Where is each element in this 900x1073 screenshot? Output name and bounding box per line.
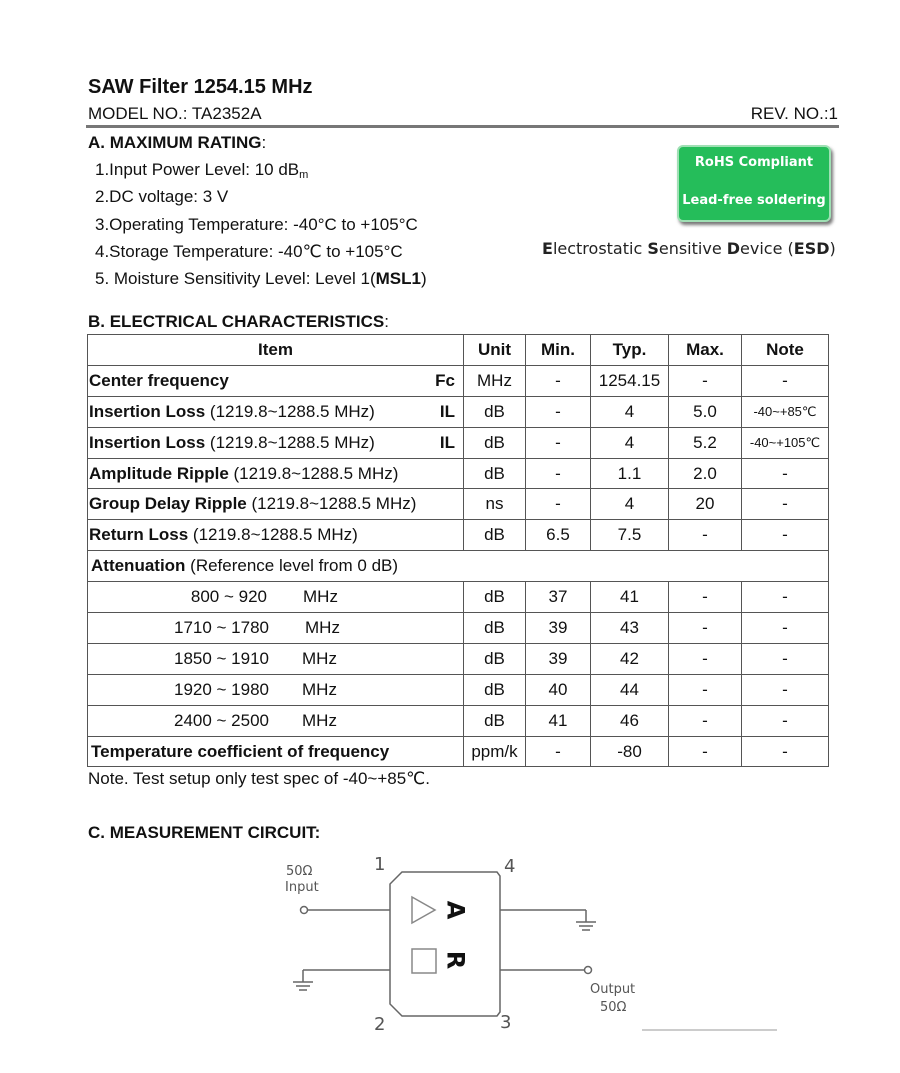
filter-body <box>390 872 500 1016</box>
unit-cell: dB <box>464 520 526 551</box>
rating-dc-voltage: 2.DC voltage: 3 V <box>95 187 229 206</box>
unit-cell: dB <box>464 613 526 644</box>
table-row <box>88 396 829 427</box>
esd-d: D <box>726 239 741 258</box>
note-cell: - <box>742 489 829 520</box>
max-cell: 5.2 <box>669 427 742 458</box>
attenuation-range: 2400 ~ 2500 <box>173 710 269 730</box>
attenuation-range-cell <box>88 582 464 613</box>
unit-cell: dB <box>464 427 526 458</box>
item-cell <box>88 365 464 396</box>
typ-cell: 4 <box>591 489 669 520</box>
max-cell: - <box>669 643 742 674</box>
item-name: Amplitude Ripple <box>89 463 229 483</box>
attenuation-row <box>88 643 829 674</box>
min-cell: 39 <box>526 613 591 644</box>
max-cell: - <box>669 520 742 551</box>
unit-cell: ppm/k <box>464 736 526 767</box>
min-cell: - <box>526 458 591 489</box>
esd-ensitive: ensitive <box>658 239 727 258</box>
table-row <box>88 365 829 396</box>
square-marker-icon <box>412 949 436 973</box>
esd-lectrostatic: lectrostatic <box>552 239 648 258</box>
typ-cell: 46 <box>591 705 669 736</box>
item-symbol: IL <box>439 432 455 452</box>
unit-cell: dB <box>464 582 526 613</box>
test-setup-note: Note. Test setup only test spec of -40~+85℃. <box>88 769 430 788</box>
min-cell: 40 <box>526 674 591 705</box>
attenuation-range-cell <box>88 613 464 644</box>
attenuation-mhz: MHz <box>305 617 340 637</box>
item-cell <box>88 489 464 520</box>
note-cell: -40~+105℃ <box>742 427 829 458</box>
rohs-badge <box>677 145 831 222</box>
attenuation-range: 1850 ~ 1910 <box>173 648 269 668</box>
attenuation-row <box>88 705 829 736</box>
typ-cell: 44 <box>591 674 669 705</box>
item-detail: (1219.8~1288.5 MHz) <box>246 494 417 514</box>
attenuation-range: 800 ~ 920 <box>190 587 267 607</box>
note-cell: - <box>742 736 829 767</box>
typ-cell: 1.1 <box>591 458 669 489</box>
section-c-title: C. MEASUREMENT CIRCUIT: <box>88 823 321 842</box>
unit-cell: MHz <box>464 365 526 396</box>
max-cell: - <box>669 736 742 767</box>
min-cell: - <box>526 427 591 458</box>
typ-cell: 7.5 <box>591 520 669 551</box>
esd-abbr: ESD <box>793 239 830 258</box>
header-max: Max. <box>669 335 742 366</box>
rohs-badge-line1: RoHS Compliant <box>694 155 814 170</box>
section-a-heading <box>88 133 266 153</box>
input-terminal <box>301 907 308 914</box>
note-cell: - <box>742 458 829 489</box>
min-cell: 41 <box>526 705 591 736</box>
input-impedance-label: 50Ω <box>286 864 313 879</box>
min-cell: - <box>526 489 591 520</box>
attenuation-range: 1920 ~ 1980 <box>173 679 269 699</box>
max-cell: - <box>669 582 742 613</box>
revision-number: REV. NO.:1 <box>750 104 838 123</box>
item-cell <box>88 458 464 489</box>
typ-cell: 43 <box>591 613 669 644</box>
attenuation-range: 1710 ~ 1780 <box>173 617 269 637</box>
header-typ: Typ. <box>591 335 669 366</box>
item-cell <box>88 736 464 767</box>
mark-a-label: A <box>441 900 470 920</box>
min-cell: - <box>526 396 591 427</box>
section-a-title: A. MAXIMUM RATING <box>88 133 262 152</box>
attenuation-row <box>88 582 829 613</box>
item-name: Insertion Loss <box>89 432 206 452</box>
input-label: Input <box>285 880 319 895</box>
attenuation-mhz: MHz <box>302 648 337 668</box>
table-row <box>88 520 829 551</box>
section-c-heading <box>88 823 320 843</box>
unit-cell: dB <box>464 705 526 736</box>
esd-label <box>542 239 836 258</box>
measurement-circuit-diagram <box>270 848 790 1043</box>
section-b-colon: : <box>384 312 389 331</box>
item-name: Group Delay Ripple <box>89 494 247 514</box>
output-label: Output <box>590 982 636 997</box>
unit-cell: ns <box>464 489 526 520</box>
rohs-badge-line2: Lead-free soldering <box>682 193 826 208</box>
table-row <box>88 458 829 489</box>
header-item: Item <box>88 335 464 366</box>
pin-2-label: 2 <box>374 1014 386 1035</box>
header-divider <box>86 125 839 128</box>
item-detail: (1219.8~1288.5 MHz) <box>205 432 375 452</box>
unit-cell: dB <box>464 458 526 489</box>
esd-close: ) <box>829 239 836 258</box>
output-terminal <box>585 967 592 974</box>
attenuation-heading-row <box>88 551 829 582</box>
min-cell: - <box>526 736 591 767</box>
attenuation-mhz: MHz <box>303 587 338 607</box>
note-cell: - <box>742 582 829 613</box>
rating-input-power-sub: m <box>299 169 309 181</box>
section-b-heading <box>88 312 389 332</box>
max-cell: - <box>669 705 742 736</box>
item-cell <box>88 427 464 458</box>
attenuation-mhz: MHz <box>302 679 337 699</box>
output-impedance-label: 50Ω <box>600 1000 627 1015</box>
note-cell: - <box>742 643 829 674</box>
min-cell: 37 <box>526 582 591 613</box>
rating-storage-temp: 4.Storage Temperature: -40℃ to +105°C <box>95 242 403 261</box>
item-detail: (1219.8~1288.5 MHz) <box>188 525 358 545</box>
esd-e: E <box>542 239 553 258</box>
attenuation-range-cell <box>88 705 464 736</box>
item-detail: (1219.8~1288.5 MHz) <box>205 401 375 421</box>
amplifier-triangle-icon <box>412 897 435 923</box>
header-min: Min. <box>526 335 591 366</box>
attenuation-row <box>88 674 829 705</box>
item-symbol: Fc <box>435 370 455 390</box>
item-name: Temperature coefficient of frequency <box>91 741 390 761</box>
attenuation-range-cell <box>88 643 464 674</box>
max-cell: - <box>669 613 742 644</box>
typ-cell: -80 <box>591 736 669 767</box>
attenuation-range-cell <box>88 674 464 705</box>
table-row <box>88 489 829 520</box>
item-name: Return Loss <box>89 525 189 545</box>
attenuation-detail: (Reference level from 0 dB) <box>185 556 399 576</box>
item-cell <box>88 396 464 427</box>
max-cell: - <box>669 674 742 705</box>
header-note: Note <box>742 335 829 366</box>
section-b-title: B. ELECTRICAL CHARACTERISTICS <box>88 312 385 331</box>
min-cell: 6.5 <box>526 520 591 551</box>
typ-cell: 4 <box>591 396 669 427</box>
attenuation-mhz: MHz <box>302 710 337 730</box>
unit-cell: dB <box>464 643 526 674</box>
rating-msl-tail: ) <box>420 269 427 288</box>
max-cell: 5.0 <box>669 396 742 427</box>
note-cell: - <box>742 674 829 705</box>
table-row <box>88 427 829 458</box>
note-cell: - <box>742 365 829 396</box>
typ-cell: 1254.15 <box>591 365 669 396</box>
unit-cell: dB <box>464 674 526 705</box>
attenuation-row <box>88 613 829 644</box>
esd-evice: evice ( <box>740 239 794 258</box>
model-number: MODEL NO.: TA2352A <box>88 104 262 123</box>
pin-3-label: 3 <box>500 1012 512 1033</box>
rating-msl-text: 5. Moisture Sensitivity Level: Level 1( <box>95 269 376 288</box>
rating-msl-bold: MSL1 <box>375 269 421 288</box>
table-header-row <box>88 335 829 366</box>
item-name: Insertion Loss <box>89 401 206 421</box>
typ-cell: 41 <box>591 582 669 613</box>
electrical-characteristics-table <box>87 334 829 767</box>
max-cell: - <box>669 365 742 396</box>
pin-4-label: 4 <box>504 856 516 877</box>
rating-input-power <box>95 160 308 181</box>
item-detail: (1219.8~1288.5 MHz) <box>228 463 399 483</box>
item-cell <box>88 520 464 551</box>
note-cell: -40~+85℃ <box>742 396 829 427</box>
pin-1-label: 1 <box>374 854 386 875</box>
note-cell: - <box>742 613 829 644</box>
item-name: Center frequency <box>89 370 229 390</box>
min-cell: - <box>526 365 591 396</box>
typ-cell: 42 <box>591 643 669 674</box>
typ-cell: 4 <box>591 427 669 458</box>
item-symbol: IL <box>439 401 455 421</box>
note-cell: - <box>742 520 829 551</box>
unit-cell: dB <box>464 396 526 427</box>
esd-s: S <box>647 239 659 258</box>
attenuation-heading <box>88 551 829 582</box>
document-title: SAW Filter 1254.15 MHz <box>88 76 313 98</box>
max-cell: 20 <box>669 489 742 520</box>
rating-msl <box>95 269 427 289</box>
mark-r-label: R <box>441 950 470 970</box>
max-cell: 2.0 <box>669 458 742 489</box>
min-cell: 39 <box>526 643 591 674</box>
table-row <box>88 736 829 767</box>
header-unit: Unit <box>464 335 526 366</box>
section-a-colon: : <box>261 133 267 152</box>
rating-input-power-text: 1.Input Power Level: 10 dB <box>95 160 300 179</box>
rating-operating-temp: 3.Operating Temperature: -40°C to +105°C <box>95 215 418 234</box>
note-cell: - <box>742 705 829 736</box>
attenuation-name: Attenuation <box>91 556 186 576</box>
